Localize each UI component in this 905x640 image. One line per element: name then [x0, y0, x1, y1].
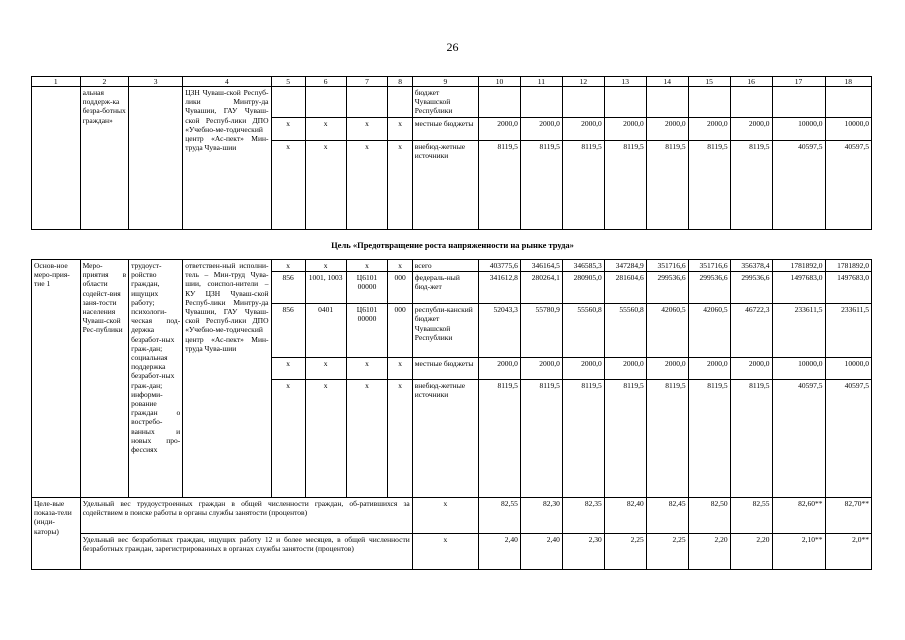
- value-cell: 2000,0: [562, 358, 604, 380]
- header-cell: 2: [80, 77, 129, 87]
- value-cell: 55560,8: [562, 304, 604, 358]
- grbs-cell: 856: [271, 304, 305, 358]
- empty-cell: [129, 87, 183, 230]
- funding-source-cell: местные бюджеты: [412, 358, 478, 380]
- header-cell: 13: [604, 77, 646, 87]
- value-cell: [478, 87, 520, 118]
- value-cell: 55560,8: [604, 304, 646, 358]
- value-cell: 233611,5: [825, 304, 872, 358]
- section-cell: x: [305, 117, 346, 140]
- value-cell: 356378,4: [730, 260, 772, 272]
- value-cell: 1781892,0: [825, 260, 872, 272]
- header-cell: 9: [412, 77, 478, 87]
- value-cell: [730, 87, 772, 118]
- goal-heading: Цель «Предотвращение роста напряженности на рынке труда»: [331, 240, 574, 250]
- target-article-cell: x: [346, 380, 388, 498]
- value-cell: 8119,5: [604, 140, 646, 229]
- section-cell: [305, 87, 346, 118]
- value-cell: 40597,5: [772, 380, 825, 498]
- indicator-value: 82,70**: [825, 498, 872, 534]
- indicator-value: 2,25: [604, 534, 646, 570]
- header-cell: 11: [520, 77, 562, 87]
- indicator-value: 82,35: [562, 498, 604, 534]
- indicator-value: 82,55: [478, 498, 520, 534]
- grbs-cell: x: [271, 358, 305, 380]
- table-row: [32, 260, 872, 272]
- indicator-value: 2,40: [478, 534, 520, 570]
- value-cell: 299536,6: [688, 272, 730, 304]
- value-cell: 8119,5: [520, 140, 562, 229]
- empty-cell: [32, 87, 81, 230]
- table-row: [32, 87, 872, 118]
- target-article-cell: x: [346, 260, 388, 272]
- header-row: [32, 77, 872, 87]
- value-cell: 40597,5: [825, 140, 872, 229]
- value-cell: [688, 87, 730, 118]
- indicator-row: [32, 534, 872, 570]
- grbs-cell: x: [271, 140, 305, 229]
- measure-name-cell: Меро-приятия в области содейст-вия заня-тости населения Чуваш-ской Рес-публики: [80, 260, 129, 498]
- value-cell: 8119,5: [520, 380, 562, 498]
- indicator-value: 82,40: [604, 498, 646, 534]
- measure-name-cell: альная поддерж-ка безра-ботных граждан»: [80, 87, 129, 230]
- header-cell: 17: [772, 77, 825, 87]
- budget-table-part1: [31, 76, 872, 230]
- expense-group-cell: [388, 87, 412, 118]
- target-article-cell: Ц6101 00000: [346, 304, 388, 358]
- indicator-value: 2,20: [730, 534, 772, 570]
- executor-cell: ответствен-ный исполни-тель – Мин-труд Чува-шии, соиспол-нители – КУ ЦЗН Чуваш-ской Респуб-лики Минтру-да Чувашии, ГАУ Чуваш-ской Респуб-лики ДПО «Учебно-ме-тодический центр «Ас-пект» Мин-труда Чува-шии: [183, 260, 271, 498]
- value-cell: 40597,5: [825, 380, 872, 498]
- indicator-value: 82,30: [520, 498, 562, 534]
- value-cell: 8119,5: [688, 140, 730, 229]
- header-cell: 15: [688, 77, 730, 87]
- indicator-value: 2,0**: [825, 534, 872, 570]
- indicator-row: [32, 498, 872, 534]
- section-cell: 0401: [305, 304, 346, 358]
- header-cell: 12: [562, 77, 604, 87]
- value-cell: 52043,3: [478, 304, 520, 358]
- funding-source-cell: республи-канский бюджет Чувашской Республики: [412, 304, 478, 358]
- expense-group-cell: x: [388, 358, 412, 380]
- value-cell: 8119,5: [562, 140, 604, 229]
- target-article-cell: Ц6101 00000: [346, 272, 388, 304]
- grbs-cell: 856: [271, 272, 305, 304]
- value-cell: 347284,9: [604, 260, 646, 272]
- expense-group-cell: x: [388, 260, 412, 272]
- value-cell: [520, 87, 562, 118]
- funding-source-cell: внебюд-жетные источники: [412, 380, 478, 498]
- indicator-value: 2,10**: [772, 534, 825, 570]
- section-cell: x: [305, 260, 346, 272]
- funding-source-cell: бюджет Чувашской Республики: [412, 87, 478, 118]
- value-cell: 2000,0: [478, 358, 520, 380]
- value-cell: 2000,0: [688, 117, 730, 140]
- header-cell: 16: [730, 77, 772, 87]
- section-cell: x: [305, 380, 346, 498]
- value-cell: 346164,5: [520, 260, 562, 272]
- value-cell: 10000,0: [772, 117, 825, 140]
- value-cell: 2000,0: [688, 358, 730, 380]
- budget-table-part2: [31, 259, 872, 570]
- target-article-cell: [346, 87, 388, 118]
- value-cell: [646, 87, 688, 118]
- indicator-text: Удельный вес трудоустроенных граждан в общей численности граждан, об-ратившихся за содействием в поиске работы в органы службы занятости (процентов): [80, 498, 412, 534]
- value-cell: 2000,0: [520, 358, 562, 380]
- value-cell: 299536,6: [646, 272, 688, 304]
- value-cell: 8119,5: [730, 140, 772, 229]
- value-cell: 42060,5: [646, 304, 688, 358]
- expense-group-cell: x: [388, 117, 412, 140]
- header-cell: 4: [183, 77, 271, 87]
- header-cell: 5: [271, 77, 305, 87]
- value-cell: [772, 87, 825, 118]
- indicator-mark: x: [412, 534, 478, 570]
- funding-source-cell: федераль-ный бюд-жет: [412, 272, 478, 304]
- page-number: 26: [446, 40, 459, 54]
- indicator-text: Удельный вес безработных граждан, ищущих работу 12 и более месяцев, в общей численности безработных граждан, зарегистрированных в органах службы занятости (процентов): [80, 534, 412, 570]
- value-cell: 403775,6: [478, 260, 520, 272]
- value-cell: 10000,0: [825, 358, 872, 380]
- target-article-cell: x: [346, 358, 388, 380]
- value-cell: 281604,6: [604, 272, 646, 304]
- value-cell: [562, 87, 604, 118]
- value-cell: 8119,5: [730, 380, 772, 498]
- value-cell: 1781892,0: [772, 260, 825, 272]
- value-cell: 346585,3: [562, 260, 604, 272]
- header-cell: 14: [646, 77, 688, 87]
- value-cell: 351716,6: [646, 260, 688, 272]
- value-cell: 2000,0: [730, 117, 772, 140]
- expense-group-cell: 000: [388, 304, 412, 358]
- expense-group-cell: x: [388, 140, 412, 229]
- target-article-cell: x: [346, 140, 388, 229]
- indicator-value: 82,60**: [772, 498, 825, 534]
- value-cell: 2000,0: [730, 358, 772, 380]
- header-cell: 10: [478, 77, 520, 87]
- value-cell: 8119,5: [646, 140, 688, 229]
- value-cell: 8119,5: [688, 380, 730, 498]
- grbs-cell: x: [271, 260, 305, 272]
- value-cell: 341612,8: [478, 272, 520, 304]
- value-cell: 8119,5: [604, 380, 646, 498]
- indicator-value: 82,55: [730, 498, 772, 534]
- funding-source-cell: всего: [412, 260, 478, 272]
- expense-group-cell: 000: [388, 272, 412, 304]
- indicator-value: 82,45: [646, 498, 688, 534]
- value-cell: 233611,5: [772, 304, 825, 358]
- indicators-label: Целе-вые показа-тели (инди-каторы): [32, 498, 81, 570]
- value-cell: 2000,0: [562, 117, 604, 140]
- header-cell: 1: [32, 77, 81, 87]
- value-cell: 299536,6: [730, 272, 772, 304]
- executor-cell: ЦЗН Чуваш-ской Респуб-лики Минтру-да Чувашии, ГАУ Чуваш-ской Респуб-лики ДПО «Учебно-ме-тодический центр «Ас-пект» Мин-труда Чува-шии: [183, 87, 271, 230]
- section-cell: x: [305, 140, 346, 229]
- section-cell: 1001, 1003: [305, 272, 346, 304]
- expense-group-cell: x: [388, 380, 412, 498]
- header-cell: 18: [825, 77, 872, 87]
- grbs-cell: x: [271, 380, 305, 498]
- value-cell: 1497683,0: [825, 272, 872, 304]
- grbs-cell: x: [271, 117, 305, 140]
- value-cell: 42060,5: [688, 304, 730, 358]
- measure-description-cell: трудоуст-ройство граждан, ищущих работу; психологи-ческая под-держка безработ-ных граж-дан; социальная поддержка безработ-ных граж-дан; информи-рование граждан о востребо-ванных и новых про-фессиях: [129, 260, 183, 498]
- value-cell: 2000,0: [646, 117, 688, 140]
- header-cell: 7: [346, 77, 388, 87]
- funding-source-cell: местные бюджеты: [412, 117, 478, 140]
- header-cell: 6: [305, 77, 346, 87]
- value-cell: 2000,0: [604, 358, 646, 380]
- section-cell: x: [305, 358, 346, 380]
- value-cell: 10000,0: [825, 117, 872, 140]
- header-cell: 8: [388, 77, 412, 87]
- value-cell: 40597,5: [772, 140, 825, 229]
- indicator-value: 2,30: [562, 534, 604, 570]
- grbs-cell: [271, 87, 305, 118]
- value-cell: 46722,3: [730, 304, 772, 358]
- value-cell: 2000,0: [604, 117, 646, 140]
- value-cell: 2000,0: [646, 358, 688, 380]
- value-cell: 8119,5: [478, 380, 520, 498]
- indicator-mark: x: [412, 498, 478, 534]
- value-cell: 8119,5: [478, 140, 520, 229]
- indicator-value: 2,40: [520, 534, 562, 570]
- value-cell: 2000,0: [520, 117, 562, 140]
- value-cell: 280264,1: [520, 272, 562, 304]
- main-event-label: Основ-ное меро-прия-тие 1: [32, 260, 81, 498]
- indicator-value: 2,20: [688, 534, 730, 570]
- funding-source-cell: внебюд-жетные источники: [412, 140, 478, 229]
- value-cell: 2000,0: [478, 117, 520, 140]
- value-cell: 8119,5: [562, 380, 604, 498]
- value-cell: 1497683,0: [772, 272, 825, 304]
- value-cell: [825, 87, 872, 118]
- indicator-value: 2,25: [646, 534, 688, 570]
- value-cell: 280905,0: [562, 272, 604, 304]
- target-article-cell: x: [346, 117, 388, 140]
- value-cell: 10000,0: [772, 358, 825, 380]
- value-cell: 8119,5: [646, 380, 688, 498]
- value-cell: 55780,9: [520, 304, 562, 358]
- value-cell: [604, 87, 646, 118]
- header-cell: 3: [129, 77, 183, 87]
- indicator-value: 82,50: [688, 498, 730, 534]
- value-cell: 351716,6: [688, 260, 730, 272]
